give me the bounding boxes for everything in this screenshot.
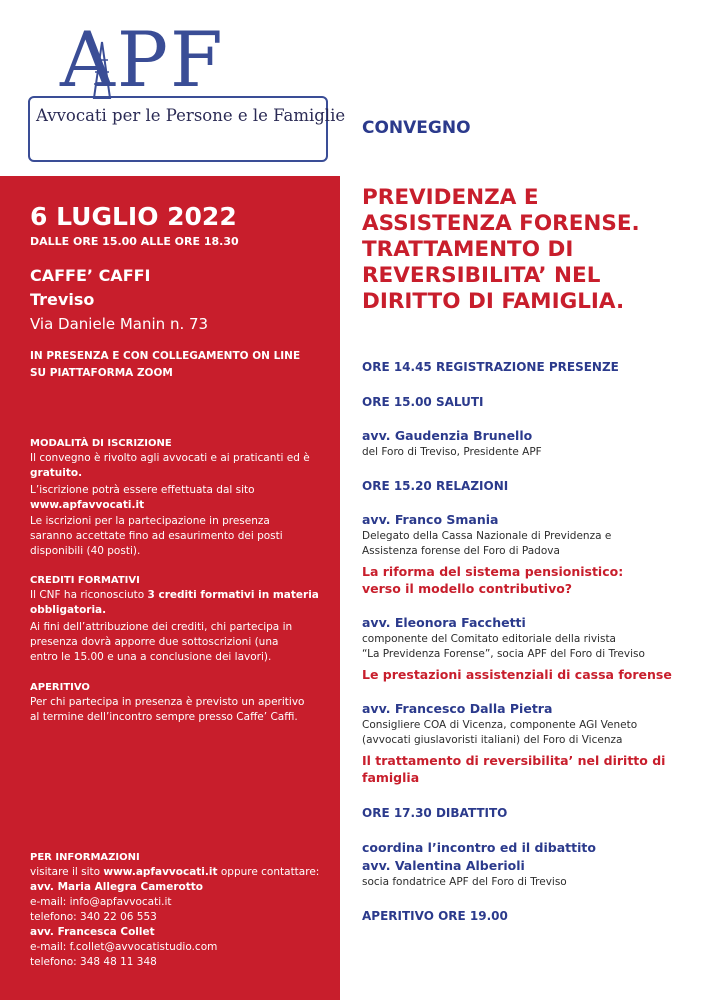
apf-logo-mark: APF: [60, 15, 225, 104]
event-mode-line1: IN PRESENZA E CON COLLEGAMENTO ON LINE: [30, 350, 301, 362]
speaker-role: (avvocati giuslavoristi italiani) del Foro di Vicenza: [362, 734, 623, 746]
aperitivo-line: Per chi partecipa in presenza è previsto un aperitivo: [30, 696, 305, 708]
speaker-role: Delegato della Cassa Nazionale di Previdenza e: [362, 530, 612, 542]
event-city: Treviso: [30, 290, 95, 309]
registration-line: saranno accettate fino ad esaurimento dei posti: [30, 530, 283, 542]
registration-line: Le iscrizioni per la partecipazione in presenza: [30, 515, 270, 527]
credits-line: obbligatoria.: [30, 604, 107, 616]
registration-line: L’iscrizione potrà essere effettuata dal sito: [30, 484, 255, 496]
contact1-name: avv. Maria Allegra Camerotto: [30, 881, 203, 893]
speaker-role: del Foro di Treviso, Presidente APF: [362, 446, 542, 458]
title-line: ASSISTENZA FORENSE.: [362, 211, 640, 236]
info-text: visitare il sito: [30, 866, 104, 878]
speaker-role: Consigliere COA di Vicenza, componente AGI Veneto: [362, 719, 638, 731]
contact2-email[interactable]: e-mail: f.collet@avvocatistudio.com: [30, 941, 218, 953]
info-text: oppure contattare:: [217, 866, 320, 878]
registration-site-link[interactable]: www.apfavvocati.it: [30, 499, 145, 511]
talk-title: La riforma del sistema pensionistico:: [362, 564, 624, 579]
registration-line: Il convegno è rivolto agli avvocati e ai praticanti ed è: [30, 452, 310, 464]
event-venue: CAFFE’ CAFFI: [30, 266, 151, 285]
aperitivo-time: APERITIVO ORE 19.00: [362, 909, 508, 923]
talk-title: verso il modello contributivo?: [362, 581, 573, 596]
coordinator-role: socia fondatrice APF del Foro di Treviso: [362, 876, 567, 888]
info-site-link[interactable]: www.apfavvocati.it: [103, 866, 218, 878]
talk-title: Il trattamento di reversibilita’ nel diritto di: [362, 753, 666, 768]
title-line: DIRITTO DI FAMIGLIA.: [362, 289, 625, 314]
greetings-time: ORE 15.00 SALUTI: [362, 395, 484, 409]
right-program-panel: [340, 0, 707, 1000]
contact1-phone: telefono: 340 22 06 553: [30, 911, 157, 923]
event-date: 6 LUGLIO 2022: [30, 202, 237, 231]
speaker-name: avv. Eleonora Facchetti: [362, 615, 526, 630]
info-site-line: [30, 866, 319, 878]
info-heading: PER INFORMAZIONI: [30, 852, 140, 863]
column-icon: [82, 40, 122, 100]
credits-line: entro le 15.00 e una a conclusione dei lavori).: [30, 651, 272, 663]
speaker-name: avv. Gaudenzia Brunello: [362, 428, 533, 443]
reports-time: ORE 15.20 RELAZIONI: [362, 479, 509, 493]
logo-area: [0, 0, 346, 176]
coordinator-name: avv. Valentina Alberioli: [362, 858, 525, 873]
aperitivo-line: al termine dell’incontro sempre presso Caffe’ Caffi.: [30, 711, 298, 723]
event-address: Via Daniele Manin n. 73: [30, 315, 209, 333]
speaker-name: avv. Franco Smania: [362, 512, 499, 527]
contact2-name: avv. Francesca Collet: [30, 926, 155, 938]
title-line: TRATTAMENTO DI: [362, 237, 574, 262]
coordinator-intro: coordina l’incontro ed il dibattito: [362, 840, 596, 855]
speaker-name: avv. Francesco Dalla Pietra: [362, 701, 553, 716]
credits-heading: CREDITI FORMATIVI: [30, 575, 140, 586]
speaker-role: “La Previdenza Forense”, socia APF del Foro di Treviso: [362, 648, 645, 660]
credits-count: 3 crediti formativi in materia: [147, 589, 319, 601]
credits-line: [30, 589, 319, 601]
credits-line: Ai fini dell’attribuzione dei crediti, chi partecipa in: [30, 621, 293, 633]
debate-time: ORE 17.30 DIBATTITO: [362, 806, 508, 820]
talk-title: Le prestazioni assistenziali di cassa forense: [362, 667, 672, 682]
event-hours: DALLE ORE 15.00 ALLE ORE 18.30: [30, 235, 239, 248]
aperitivo-heading: APERITIVO: [30, 682, 90, 693]
speaker-role: componente del Comitato editoriale della rivista: [362, 633, 616, 645]
registration-line: gratuito.: [30, 467, 83, 479]
event-mode-line2: SU PIATTAFORMA ZOOM: [30, 367, 173, 379]
credits-line: presenza dovrà apporre due sottoscrizioni (una: [30, 636, 279, 648]
credits-text: Il CNF ha riconosciuto: [30, 589, 148, 601]
contact1-email[interactable]: e-mail: info@apfavvocati.it: [30, 896, 172, 908]
logo-tagline: Avvocati per le Persone e le Famiglie: [36, 106, 346, 125]
title-line: PREVIDENZA E: [362, 185, 539, 210]
registration-time: ORE 14.45 REGISTRAZIONE PRESENZE: [362, 360, 619, 374]
left-red-panel: [0, 0, 346, 1000]
talk-title: famiglia: [362, 770, 420, 785]
contact2-phone: telefono: 348 48 11 348: [30, 956, 157, 968]
title-line: REVERSIBILITA’ NEL: [362, 263, 601, 288]
convegno-label: CONVEGNO: [362, 118, 471, 138]
speaker-role: Assistenza forense del Foro di Padova: [362, 545, 560, 557]
registration-heading: MODALITÀ DI ISCRIZIONE: [30, 438, 172, 449]
registration-line: disponibili (40 posti).: [30, 545, 141, 557]
